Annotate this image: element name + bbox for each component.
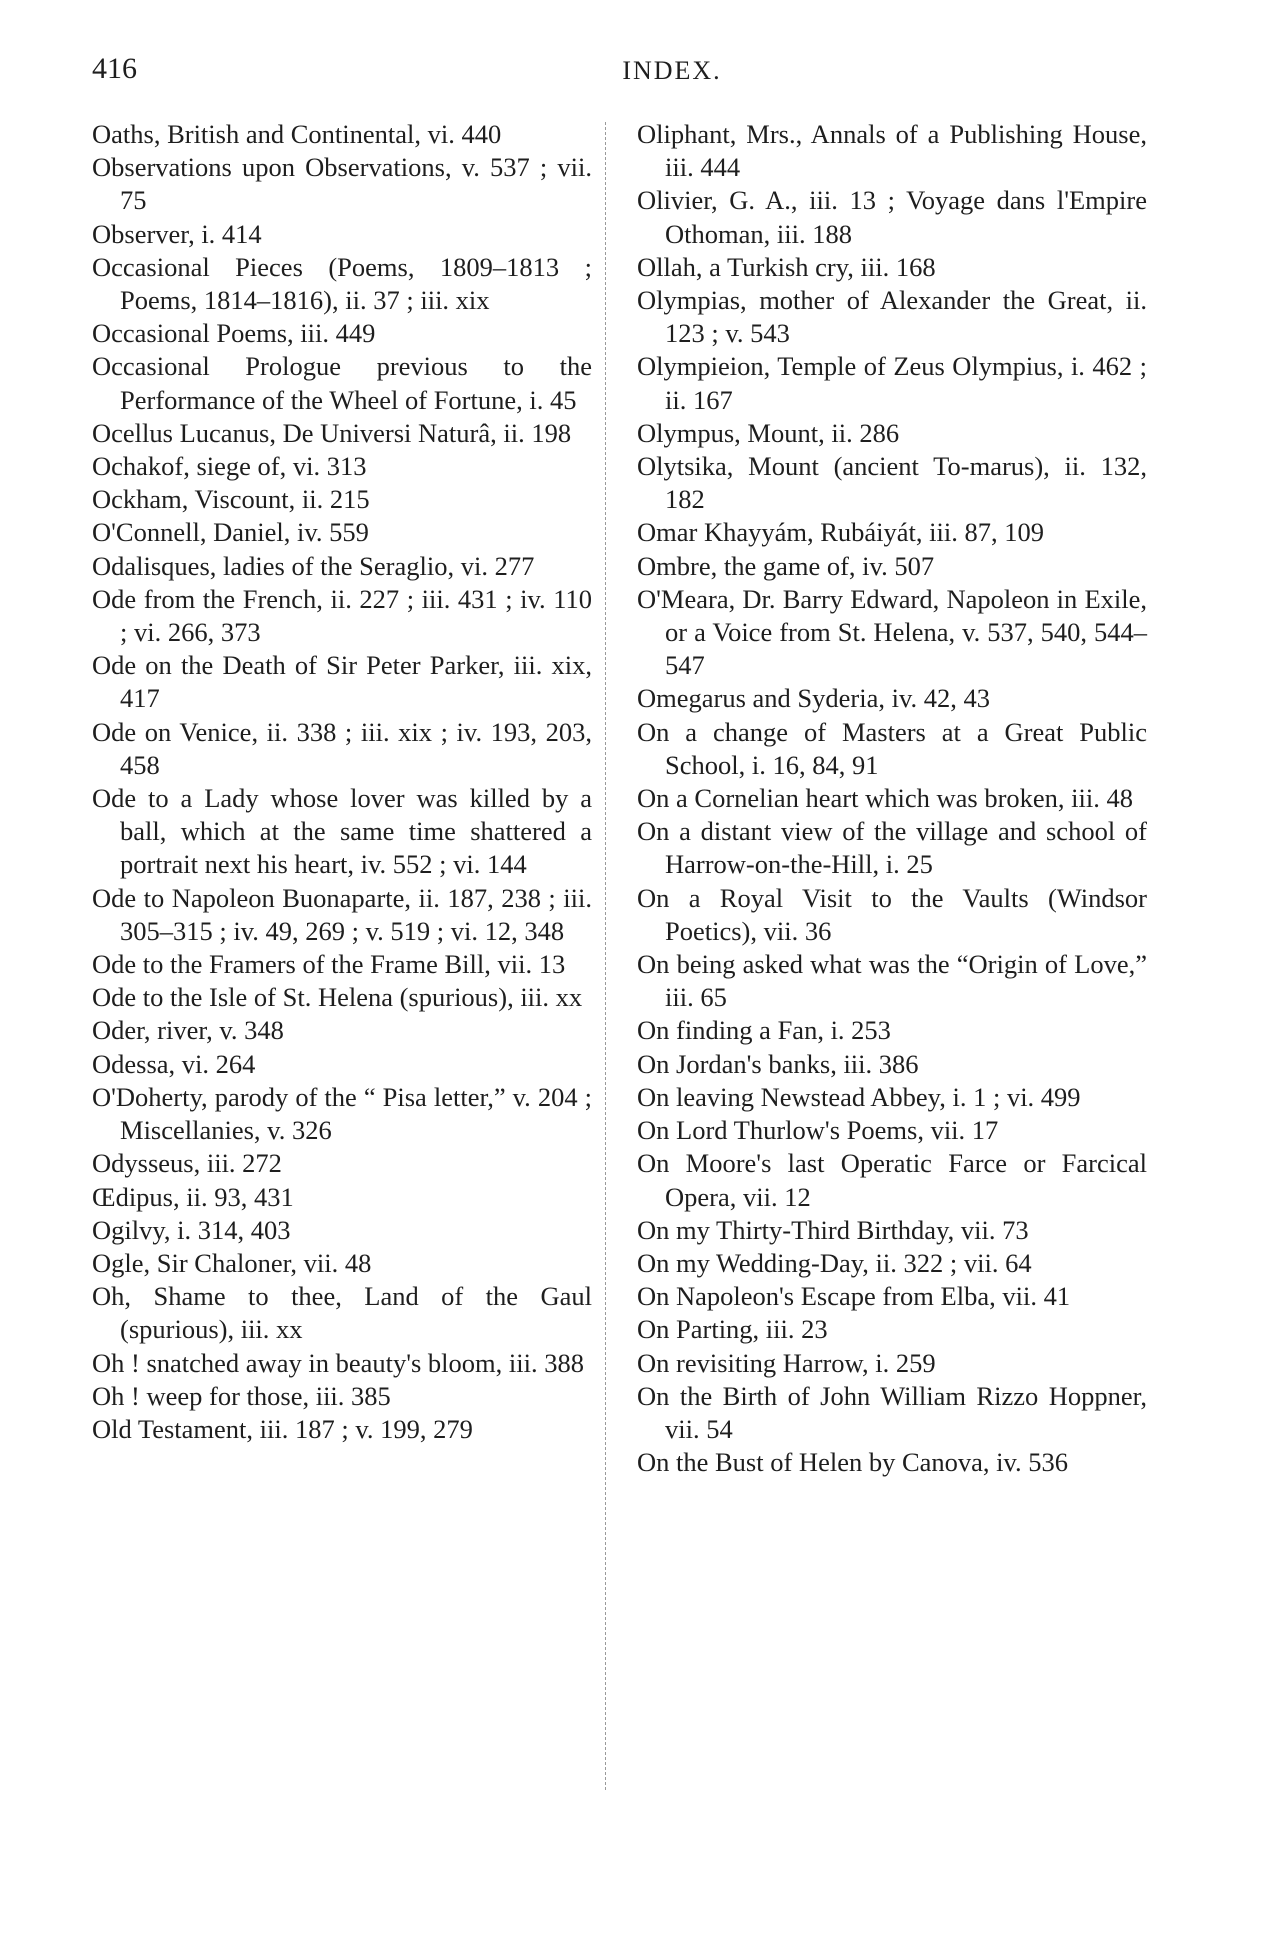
index-entry: Ode to the Isle of St. Helena (spurious), iii. xx xyxy=(92,982,583,1013)
index-entry: On the Birth of John William Rizzo Hoppner, vii. 54 xyxy=(637,1380,1147,1444)
index-entry: Olympias, mother of Alexander the Great, ii. 123 ; v. 543 xyxy=(637,285,1147,349)
column-divider xyxy=(605,122,606,1790)
index-entry: On revisiting Harrow, i. 259 xyxy=(637,1347,936,1378)
index-entry: On a change of Masters at a Great Public School, i. 16, 84, 91 xyxy=(637,716,1147,780)
page-header xyxy=(92,52,1192,96)
index-entry: Ochakof, siege of, vi. 313 xyxy=(92,451,367,482)
index-entry: Œdipus, ii. 93, 431 xyxy=(92,1181,294,1212)
index-entry: On Napoleon's Escape from Elba, vii. 41 xyxy=(637,1281,1071,1312)
index-entry: On Moore's last Operatic Farce or Farcical Opera, vii. 12 xyxy=(637,1148,1147,1212)
index-entry: Old Testament, iii. 187 ; v. 199, 279 xyxy=(92,1413,473,1444)
index-entry: Oliphant, Mrs., Annals of a Publishing House, iii. 444 xyxy=(637,119,1147,183)
index-entry: Ombre, the game of, iv. 507 xyxy=(637,550,935,581)
index-entry: On leaving Newstead Abbey, i. 1 ; vi. 499 xyxy=(637,1081,1081,1112)
index-entry: Observations upon Observations, v. 537 ; vii. 75 xyxy=(92,152,592,216)
index-entry: Omegarus and Syderia, iv. 42, 43 xyxy=(637,683,991,714)
index-entry: Ode on the Death of Sir Peter Parker, iii. xix, 417 xyxy=(92,650,592,714)
index-entry: Ode to a Lady whose lover was killed by a ball, which at the same time shattered a portrait next his heart, iv. 552 ; vi. 144 xyxy=(92,783,592,880)
index-entry: On a Cornelian heart which was broken, iii. 48 xyxy=(637,783,1134,814)
index-entry: Oh ! snatched away in beauty's bloom, iii. 388 xyxy=(92,1347,584,1378)
index-entry: Olympieion, Temple of Zeus Olympius, i. 462 ; ii. 167 xyxy=(637,351,1147,415)
index-entry: Olympus, Mount, ii. 286 xyxy=(637,417,900,448)
index-entry: On a distant view of the village and school of Harrow-on-the-Hill, i. 25 xyxy=(637,816,1147,880)
index-entry: Ogilvy, i. 314, 403 xyxy=(92,1214,291,1245)
index-entry: Odessa, vi. 264 xyxy=(92,1048,256,1079)
index-entry: On my Wedding-Day, ii. 322 ; vii. 64 xyxy=(637,1247,1032,1278)
index-entry: On Parting, iii. 23 xyxy=(637,1314,828,1345)
page-number: 416 xyxy=(92,52,137,85)
index-entry: On Jordan's banks, iii. 386 xyxy=(637,1048,919,1079)
index-column-right xyxy=(637,118,1147,1479)
index-entry: On finding a Fan, i. 253 xyxy=(637,1015,891,1046)
index-entry: Occasional Prologue previous to the Performance of the Wheel of Fortune, i. 45 xyxy=(92,351,592,415)
index-entry: O'Doherty, parody of the “ Pisa letter,” v. 204 ; Miscellanies, v. 326 xyxy=(92,1081,592,1146)
index-column-left xyxy=(92,118,592,1446)
index-entry: Ocellus Lucanus, De Universi Naturâ, ii. 198 xyxy=(92,417,572,448)
index-entry: Oh ! weep for those, iii. 385 xyxy=(92,1380,391,1411)
index-entry: Omar Khayyám, Rubáiyát, iii. 87, 109 xyxy=(637,517,1044,548)
index-entry: On a Royal Visit to the Vaults (Windsor Poetics), vii. 36 xyxy=(637,882,1147,946)
index-entry: Ode on Venice, ii. 338 ; iii. xix ; iv. 193, 203, 458 xyxy=(92,716,592,780)
index-entry: Ockham, Viscount, ii. 215 xyxy=(92,484,370,515)
index-entry: Occasional Poems, iii. 449 xyxy=(92,318,376,349)
index-entry: Oaths, British and Continental, vi. 440 xyxy=(92,119,502,149)
index-entry: On my Thirty-Third Birthday, vii. 73 xyxy=(637,1214,1029,1245)
index-entry: Ode to Napoleon Buonaparte, ii. 187, 238 ; iii. 305–315 ; iv. 49, 269 ; v. 519 ; vi. 12, 348 xyxy=(92,882,592,946)
index-entry: On being asked what was the “Origin of Love,” iii. 65 xyxy=(637,949,1147,1013)
index-entry: Olivier, G. A., iii. 13 ; Voyage dans l'Empire Othoman, iii. 188 xyxy=(637,185,1147,249)
index-entry: Odalisques, ladies of the Seraglio, vi. 277 xyxy=(92,550,535,581)
index-entry: Olytsika, Mount (ancient To-marus), ii. 132, 182 xyxy=(637,451,1147,515)
index-entry: Ode to the Framers of the Frame Bill, vii. 13 xyxy=(92,949,566,980)
index-entry: Oh, Shame to thee, Land of the Gaul (spurious), iii. xx xyxy=(92,1281,592,1345)
index-entry: Ollah, a Turkish cry, iii. 168 xyxy=(637,251,936,282)
index-entry: Oder, river, v. 348 xyxy=(92,1015,284,1046)
index-entry: Odysseus, iii. 272 xyxy=(92,1148,282,1179)
index-entry: O'Meara, Dr. Barry Edward, Napoleon in Exile, or a Voice from St. Helena, v. 537, 540, 544–547 xyxy=(637,583,1147,681)
index-entry: O'Connell, Daniel, iv. 559 xyxy=(92,517,369,548)
index-entry: Ogle, Sir Chaloner, vii. 48 xyxy=(92,1247,372,1278)
index-entry: Ode from the French, ii. 227 ; iii. 431 ; iv. 110 ; vi. 266, 373 xyxy=(92,583,592,648)
index-entry: Occasional Pieces (Poems, 1809–1813 ; Poems, 1814–1816), ii. 37 ; iii. xix xyxy=(92,251,592,316)
index-entry: Observer, i. 414 xyxy=(92,218,262,249)
index-entry: On Lord Thurlow's Poems, vii. 17 xyxy=(637,1115,999,1146)
running-title: INDEX. xyxy=(622,56,722,85)
index-entry: On the Bust of Helen by Canova, iv. 536 xyxy=(637,1447,1069,1478)
